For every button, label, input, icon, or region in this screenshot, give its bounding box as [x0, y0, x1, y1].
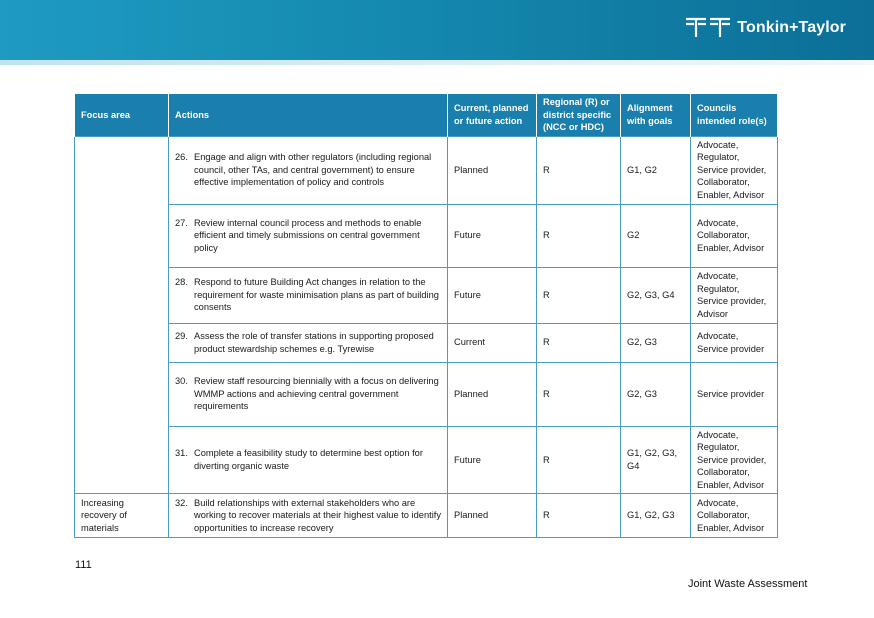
table-header-row: [75, 94, 778, 137]
scope-cell: R: [537, 267, 621, 323]
table-row: [75, 267, 778, 323]
action-text: Respond to future Building Act changes in relation to the requirement for waste minimisation plans as part of building consents: [194, 277, 439, 313]
action-text: Build relationships with external stakeholders who are working to recover materials at their highest value to identify opportunities to increase recovery: [194, 497, 442, 533]
timing-cell: Future: [448, 204, 537, 267]
goals-cell: G1, G2, G3, G4: [621, 426, 691, 494]
table-row: [75, 362, 778, 426]
action-text: Complete a feasibility study to determine best option for diverting organic waste: [194, 448, 423, 471]
scope-cell: R: [537, 204, 621, 267]
action-number: 32.: [175, 497, 188, 508]
timing-cell: Future: [448, 267, 537, 323]
action-number: 29.: [175, 331, 188, 341]
action-number: 30.: [175, 376, 188, 387]
table-row: [75, 136, 778, 204]
header-goals: Alignment with goals: [621, 94, 691, 137]
timing-cell: Current: [448, 323, 537, 362]
focus-area-cell: [75, 136, 169, 494]
actions-table: [74, 93, 778, 538]
action-cell: [169, 494, 448, 538]
action-number: 27.: [175, 217, 188, 228]
page-number: 111: [75, 559, 92, 571]
scope-cell: R: [537, 136, 621, 204]
timing-cell: Future: [448, 426, 537, 494]
header-actions: Actions: [169, 94, 448, 137]
timing-cell: Planned: [448, 494, 537, 538]
brand-name: Tonkin+Taylor: [737, 19, 846, 36]
roles-cell: Service provider: [691, 362, 778, 426]
action-cell: [169, 136, 448, 204]
roles-cell: Advocate, Regulator, Service provider, Collaborator, Enabler, Advisor: [691, 426, 778, 494]
tt-logo-icon: [685, 17, 731, 39]
action-number: 28.: [175, 277, 188, 288]
roles-cell: Advocate, Collaborator, Enabler, Advisor: [691, 204, 778, 267]
action-text: Assess the role of transfer stations in supporting proposed product stewardship schemes e.g. Tyrewise: [194, 331, 434, 354]
goals-cell: G2, G3, G4: [621, 267, 691, 323]
timing-cell: Planned: [448, 136, 537, 204]
action-cell: [169, 204, 448, 267]
goals-cell: G2, G3: [621, 362, 691, 426]
document-title: Joint Waste Assessment: [688, 578, 808, 590]
timing-cell: Planned: [448, 362, 537, 426]
roles-cell: Advocate, Regulator, Service provider, Collaborator, Enabler, Advisor: [691, 136, 778, 204]
goals-cell: G2: [621, 204, 691, 267]
action-text: Engage and align with other regulators (including regional council, other TAs, and central government) to ensure effective implementation of policy and controls: [194, 152, 432, 188]
roles-cell: Advocate, Service provider: [691, 323, 778, 362]
scope-cell: R: [537, 426, 621, 494]
page-header-banner: [0, 0, 874, 60]
goals-cell: G1, G2: [621, 136, 691, 204]
action-cell: [169, 362, 448, 426]
action-number: 26.: [175, 152, 188, 163]
table-row: [75, 204, 778, 267]
action-text: Review internal council process and methods to enable efficient and timely submissions on central government policy: [194, 217, 422, 253]
scope-cell: R: [537, 362, 621, 426]
scope-cell: R: [537, 323, 621, 362]
focus-area-cell: Increasing recovery of materials: [75, 494, 169, 538]
action-cell: [169, 267, 448, 323]
header-scope: Regional (R) or district specific (NCC or HDC): [537, 94, 621, 137]
action-cell: [169, 323, 448, 362]
action-text: Review staff resourcing biennially with a focus on delivering WMMP actions and achieving central government requirements: [194, 376, 439, 412]
action-cell: [169, 426, 448, 494]
header-divider: [0, 60, 874, 65]
scope-cell: R: [537, 494, 621, 538]
roles-cell: Advocate, Collaborator, Enabler, Advisor: [691, 494, 778, 538]
brand-logo: [685, 16, 846, 40]
roles-cell: Advocate, Regulator, Service provider, Advisor: [691, 267, 778, 323]
header-timing: Current, planned or future action: [448, 94, 537, 137]
table-row: [75, 426, 778, 494]
goals-cell: G2, G3: [621, 323, 691, 362]
table-row: [75, 494, 778, 538]
goals-cell: G1, G2, G3: [621, 494, 691, 538]
header-focus-area: Focus area: [75, 94, 169, 137]
action-number: 31.: [175, 448, 188, 459]
table-row: [75, 323, 778, 362]
header-roles: Councils intended role(s): [691, 94, 778, 137]
